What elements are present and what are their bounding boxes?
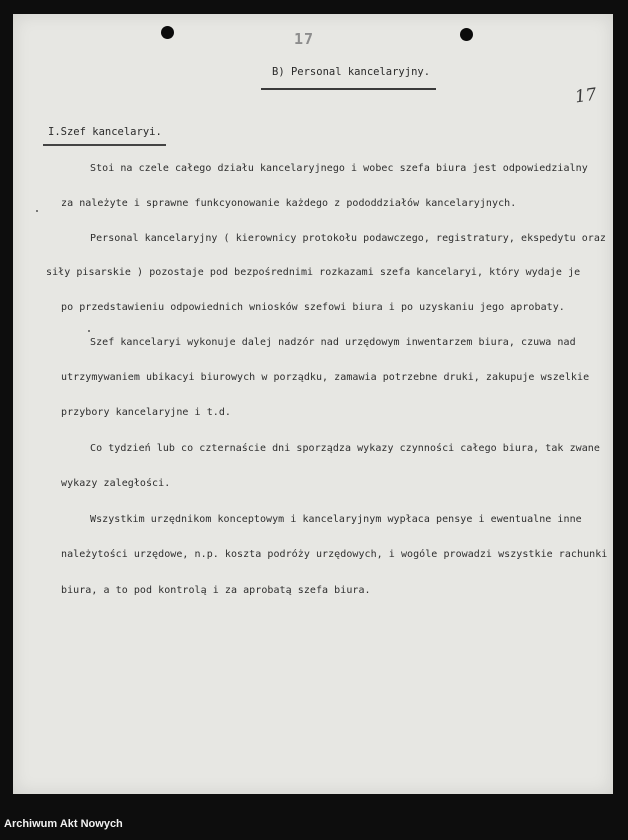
body-line: Stoi na czele całego działu kancelaryjnego i wobec szefa biura jest odpowiedzialny <box>90 163 588 174</box>
body-line: po przedstawieniu odpowiednich wniosków szefowi biura i po uzyskaniu jego aprobaty. <box>61 302 565 313</box>
handwritten-page-note: 17 <box>573 84 598 108</box>
body-line: Personal kancelaryjny ( kierownicy protokołu podawczego, registratury, ekspedytu oraz <box>90 233 606 244</box>
body-line: przybory kancelaryjne i t.d. <box>61 407 231 418</box>
body-line: wykazy zaległości. <box>61 478 171 489</box>
body-line: Szef kancelaryi wykonuje dalej nadzór nad urzędowym inwentarzem biura, czuwa nad <box>90 337 576 348</box>
body-line: Wszystkim urzędnikom konceptowym i kancelaryjnym wypłaca pensye i ewentualne inne <box>90 514 582 525</box>
page-number: 17 <box>294 30 315 48</box>
body-line: za należyte i sprawne funkcyonowanie każdego z pododdziałów kancelaryjnych. <box>61 198 517 209</box>
body-line: utrzymywaniem ubikacyi biurowych w porządku, zamawia potrzebne druki, zakupuje wszelkie <box>61 372 590 383</box>
subheading-underline <box>43 144 166 146</box>
section-title-underline <box>261 88 436 90</box>
subheading: I.Szef kancelaryi. <box>48 126 162 138</box>
body-line: należytości urzędowe, n.p. koszta podróży urzędowych, i wogóle prowadzi wszystkie rachunki <box>61 549 608 560</box>
paper-speck <box>36 210 38 212</box>
archive-footer-label: Archiwum Akt Nowych <box>4 818 123 830</box>
body-line: biura, a to pod kontrolą i za aprobatą szefa biura. <box>61 585 371 596</box>
punch-hole-right <box>460 28 473 41</box>
body-line: Co tydzień lub co czternaście dni sporządza wykazy czynności całego biura, tak zwane <box>90 443 600 454</box>
punch-hole-left <box>161 26 174 39</box>
paper-speck <box>88 330 90 332</box>
section-title: B) Personal kancelaryjny. <box>272 66 431 78</box>
body-line: siły pisarskie ) pozostaje pod bezpośrednimi rozkazami szefa kancelaryi, który wydaje je <box>46 267 581 278</box>
document-page <box>13 14 613 794</box>
